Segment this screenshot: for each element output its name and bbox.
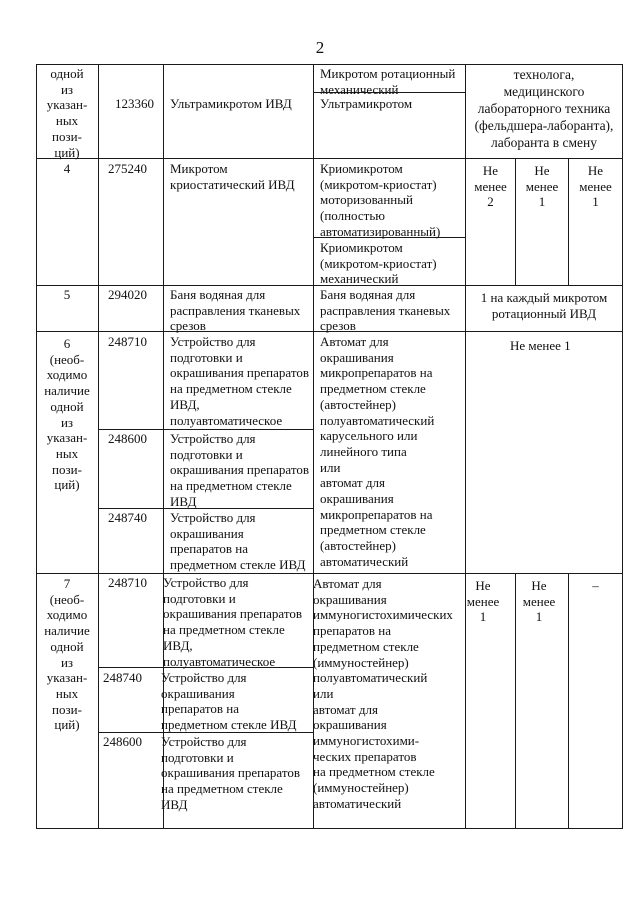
row-number-cell: 5 <box>63 287 71 302</box>
page-number: 2 <box>315 38 325 57</box>
row-number-cell: одной из указан- ных пози- ций) <box>46 66 88 160</box>
quantity-cell: Не менее 1 <box>579 163 612 210</box>
code-cell: 123360 <box>115 96 154 111</box>
table-border <box>36 828 623 829</box>
staff-cell: 1 на каждый микротом ротационный ИВД <box>480 290 608 321</box>
equipment-cell: Автомат для окрашивания иммуногистохимических препаратов на предметном стекле (иммуностейнер) полуавтоматический или автомат для окрашивания иммуногистохими- ческих препаратов на предметном стекле (иммуностейнер) автоматический <box>313 576 453 811</box>
row-number-cell: 7 (необ- ходимо наличие одной из указан- ных пози- ций) <box>44 576 90 733</box>
quantity-cell: – <box>592 578 599 593</box>
table-border <box>622 64 623 828</box>
name-cell: Устройство для окрашивания препаратов на предметном стекле ИВД <box>170 510 306 573</box>
code-cell: 248600 <box>103 734 142 749</box>
code-cell: 248740 <box>108 510 147 525</box>
row-number-cell: 6 (необ- ходимо наличие одной из указан- ных пози- ций) <box>44 336 90 493</box>
name-cell: Ультрамикротом ИВД <box>170 96 292 111</box>
table-border <box>98 64 99 828</box>
code-cell: 275240 <box>108 161 147 176</box>
name-cell: Устройство для подготовки и окрашивания препаратов на предметном стекле ИВД <box>161 734 300 812</box>
name-cell: Устройство для подготовки и окрашивания препаратов на предметном стекле ИВД <box>170 431 309 509</box>
table-border <box>36 158 623 159</box>
staff-cell: технолога, медицинского лабораторного техника (фельдшера-лаборанта), лаборанта в смену <box>474 67 614 150</box>
name-cell: Устройство для подготовки и окрашивания препаратов на предметном стекле ИВД, полуавтоматическое <box>170 334 309 428</box>
code-cell: 248710 <box>108 334 147 349</box>
code-cell: 294020 <box>108 287 147 302</box>
equipment-cell: Баня водяная для расправления тканевых срезов <box>320 287 451 334</box>
quantity-cell: Не менее 1 <box>525 163 559 210</box>
code-cell: 248710 <box>108 575 147 590</box>
name-cell: Устройство для окрашивания препаратов на предметном стекле ИВД <box>161 670 297 733</box>
name-cell: Баня водяная для расправления тканевых срезов <box>170 287 301 334</box>
quantity-cell: Не менее 2 <box>474 163 507 210</box>
code-cell: 248740 <box>103 670 142 685</box>
name-cell: Устройство для подготовки и окрашивания препаратов на предметном стекле ИВД, полуавтоматическое <box>163 575 302 669</box>
code-cell: 248600 <box>108 431 147 446</box>
staff-cell: Не менее 1 <box>510 338 571 353</box>
table-border <box>36 573 623 574</box>
equipment-cell: Криомикротом (микротом-криостат) механический <box>320 240 437 287</box>
row-number-cell: 4 <box>63 161 71 176</box>
table-border <box>98 429 314 430</box>
table-border <box>36 64 623 65</box>
quantity-cell: Не менее 1 <box>466 578 500 625</box>
equipment-cell: Криомикротом (микротом-криостат) моторизованный (полностью автоматизированный) <box>320 161 441 239</box>
equipment-cell: Ультрамикротом <box>320 96 413 111</box>
equipment-cell: Микротом ротационный механический <box>320 66 456 97</box>
table-border <box>568 573 569 828</box>
name-cell: Микротом криостатический ИВД <box>170 161 295 192</box>
equipment-cell: Автомат для окрашивания микропрепаратов на предметном стекле (автостейнер) полуавтоматический карусельного или линейного типа или автомат для окрашивания микропрепаратов на предметном стекле (автостейнер) автоматический <box>320 334 435 569</box>
quantity-cell: Не менее 1 <box>522 578 556 625</box>
